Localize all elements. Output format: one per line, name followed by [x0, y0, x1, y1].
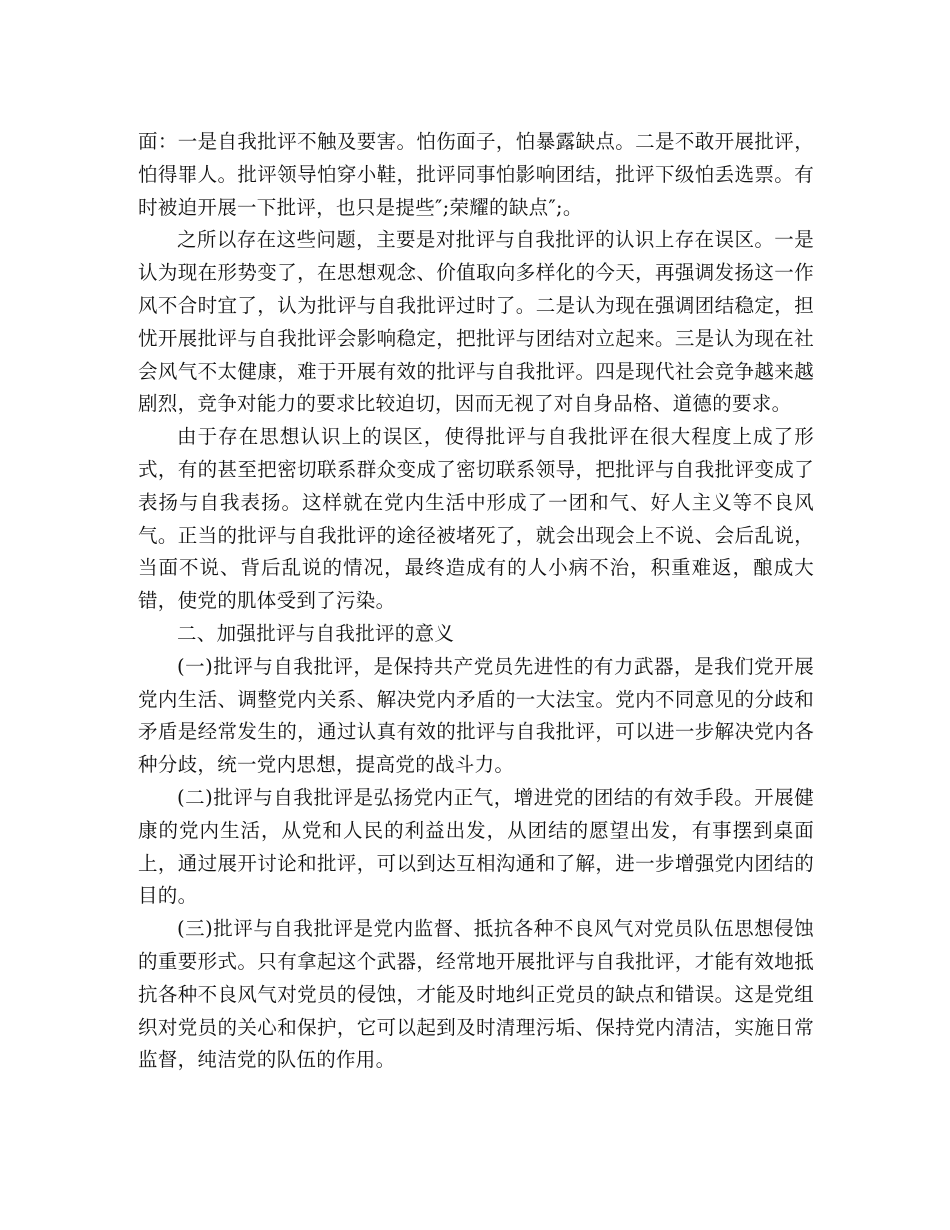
paragraph-continuation: 面：一是自我批评不触及要害。怕伤面子，怕暴露缺点。二是不敢开展批评，怕得罪人。批评领导怕穿小鞋，批评同事怕影响团结，批评下级怕丢选票。有时被迫开展一下批评，也只是提些″;荣耀的缺点″;。 [138, 130, 814, 219]
paragraph-misconceptions: 之所以存在这些问题，主要是对批评与自我批评的认识上存在误区。一是认为现在形势变了，在思想观念、价值取向多样化的今天，再强调发扬这一作风不合时宜了，认为批评与自我批评过时了。二是认为现在强调团结稳定，担忧开展批评与自我批评会影响稳定，把批评与团结对立起来。三是认为现在社会风气不太健康，难于开展有效的批评与自我批评。四是现代社会竞争越来越剧烈，竞争对能力的要求比较迫切，因而无视了对自身品格、道德的要求。 [138, 228, 814, 416]
section-heading-significance: 二、加强批评与自我批评的意义 [177, 621, 455, 645]
document-body [138, 126, 814, 1077]
paragraph-point-one: (一)批评与自我批评，是保持共产党员先进性的有力武器，是我们党开展党内生活、调整党内关系、解决党内矛盾的一大法宝。党内不同意见的分歧和矛盾是经常发生的，通过认真有效的批评与自我批评，可以进一步解决党内各种分歧，统一党内思想，提高党的战斗力。 [138, 654, 814, 777]
paragraph-point-two: (二)批评与自我批评是弘扬党内正气，增进党的团结的有效手段。开展健康的党内生活，从党和人民的利益出发，从团结的愿望出发，有事摆到桌面上，通过展开讨论和批评，可以到达互相沟通和了解，进一步增强党内团结的目的。 [138, 785, 814, 908]
paragraph-point-three: (三)批评与自我批评是党内监督、抵抗各种不良风气对党员队伍思想侵蚀的重要形式。只有拿起这个武器，经常地开展批评与自我批评，才能有效地抵抗各种不良风气对党员的侵蚀，才能及时地纠正党员的缺点和错误。这是党组织对党员的关心和保护，它可以起到及时清理污垢、保持党内清洁，实施日常监督，纯洁党的队伍的作用。 [138, 917, 814, 1072]
paragraph-consequences: 由于存在思想认识上的误区，使得批评与自我批评在很大程度上成了形式，有的甚至把密切联系群众变成了密切联系领导，把批评与自我批评变成了表扬与自我表扬。这样就在党内生活中形成了一团和气、好人主义等不良风气。正当的批评与自我批评的途径被堵死了，就会出现会上不说、会后乱说，当面不说、背后乱说的情况，最终造成有的人小病不治，积重难返，酿成大错，使党的肌体受到了污染。 [138, 425, 814, 613]
